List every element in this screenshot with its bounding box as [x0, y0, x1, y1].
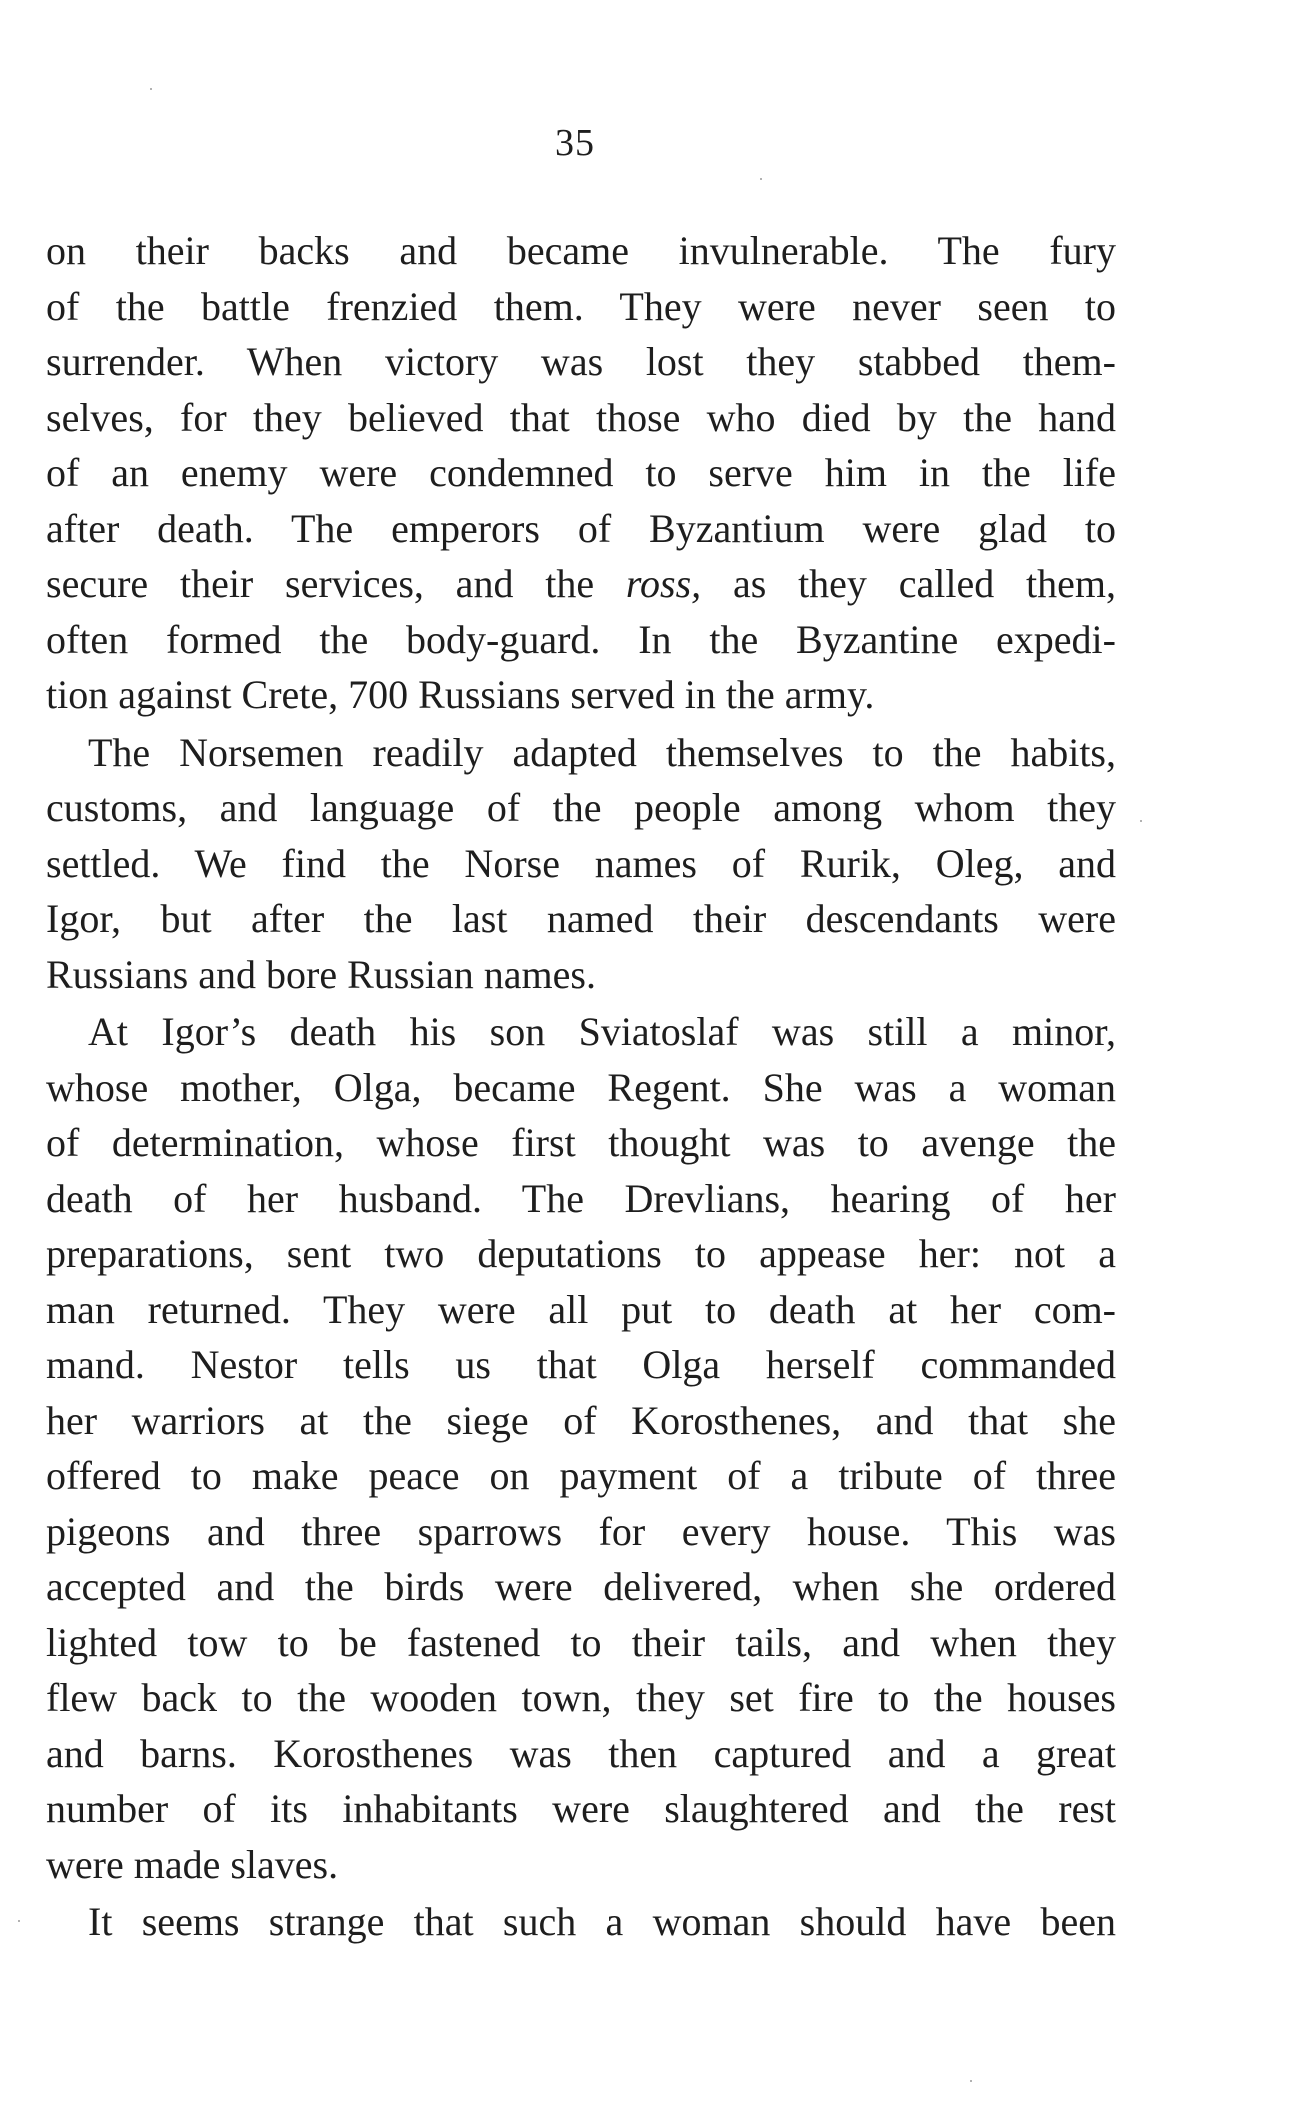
text-line	[46, 1171, 1116, 1227]
paragraph-first-line	[46, 1004, 1116, 1060]
text-line	[46, 1670, 1116, 1726]
text-segment: customs, and language of the people among whom they	[46, 785, 1116, 830]
text-segment: At Igor’s death his son Sviatoslaf was still a minor,	[88, 1009, 1116, 1054]
text-line	[46, 445, 1116, 501]
text-segment: number of its inhabitants were slaughtered and the rest	[46, 1786, 1116, 1831]
text-segment: her warriors at the siege of Korosthenes, and that she	[46, 1397, 1116, 1443]
text-line	[46, 1837, 1116, 1893]
body-text	[46, 223, 1116, 1950]
text-segment: man returned. They were all put to death at her com-	[46, 1286, 1116, 1332]
text-segment: Russians and bore Russian names.	[46, 951, 596, 997]
paragraph-first-line	[46, 1894, 1116, 1950]
scan-speck	[18, 1920, 20, 1922]
text-segment: flew back to the wooden town, they set fire to the houses	[46, 1675, 1116, 1720]
text-line	[46, 667, 1116, 723]
scan-speck	[1140, 820, 1142, 822]
text-line	[46, 1615, 1116, 1671]
text-line	[46, 1282, 1116, 1338]
text-segment: on their backs and became invulnerable. The fury	[46, 228, 1116, 273]
text-segment: of determination, whose first thought was to avenge the	[46, 1120, 1116, 1165]
text-line	[46, 780, 1116, 836]
text-line	[46, 1726, 1116, 1782]
text-segment: after death. The emperors of Byzantium were glad to	[46, 505, 1116, 551]
text-line	[46, 1337, 1116, 1393]
text-line	[46, 279, 1116, 335]
text-segment: lighted tow to be fastened to their tails, and when they	[46, 1619, 1116, 1665]
text-segment: accepted and the birds were delivered, when she ordered	[46, 1564, 1116, 1609]
text-segment: pigeons and three sparrows for every house. This was	[46, 1508, 1116, 1554]
text-line	[46, 390, 1116, 446]
text-segment: were made slaves.	[46, 1841, 339, 1887]
text-line	[46, 1781, 1116, 1837]
text-line	[46, 1226, 1116, 1282]
page-number: 35	[555, 122, 595, 164]
scan-speck	[970, 2080, 972, 2082]
scan-speck	[760, 178, 762, 180]
text-segment: settled. We find the Norse names of Rurik, Oleg, and	[46, 840, 1116, 886]
text-segment: preparations, sent two deputations to appease her: not a	[46, 1231, 1116, 1276]
text-segment: selves, for they believed that those who died by the hand	[46, 394, 1116, 440]
text-line	[46, 334, 1116, 390]
text-line	[46, 1060, 1116, 1116]
text-line	[46, 1504, 1116, 1560]
text-segment: surrender. When victory was lost they stabbed them-	[46, 339, 1116, 384]
text-segment: and barns. Korosthenes was then captured and a great	[46, 1730, 1116, 1776]
text-segment: as they called them,	[701, 561, 1117, 606]
text-segment: of the battle frenzied them. They were never seen to	[46, 283, 1116, 329]
text-segment: offered to make peace on payment of a tribute of three	[46, 1453, 1116, 1498]
text-line	[46, 891, 1116, 947]
text-segment: It seems strange that such a woman should have been	[88, 1899, 1116, 1944]
text-line	[46, 612, 1116, 668]
text-line	[46, 947, 1116, 1003]
text-segment: death of her husband. The Drevlians, hearing of her	[46, 1175, 1116, 1221]
italic-text: ross,	[625, 561, 702, 606]
text-segment: of an enemy were condemned to serve him in the life	[46, 450, 1116, 495]
text-line	[46, 501, 1116, 557]
text-segment: tion against Crete, 700 Russians served in the army.	[46, 672, 875, 717]
text-line	[46, 836, 1116, 892]
text-segment: The Norsemen readily adapted themselves to the habits,	[88, 729, 1116, 775]
text-line	[46, 223, 1116, 279]
text-segment: Igor, but after the last named their descendants were	[46, 896, 1116, 941]
text-line	[46, 1559, 1116, 1615]
text-line	[46, 556, 1116, 612]
text-segment: whose mother, Olga, became Regent. She was a woman	[46, 1064, 1116, 1110]
paragraph-first-line	[46, 725, 1116, 781]
text-segment: mand. Nestor tells us that Olga herself commanded	[46, 1342, 1116, 1387]
text-line	[46, 1448, 1116, 1504]
text-segment: often formed the body-guard. In the Byzantine expedi-	[46, 616, 1116, 662]
scan-speck	[150, 88, 152, 90]
text-line	[46, 1115, 1116, 1171]
text-line	[46, 1393, 1116, 1449]
text-segment: secure their services, and the	[46, 561, 626, 606]
